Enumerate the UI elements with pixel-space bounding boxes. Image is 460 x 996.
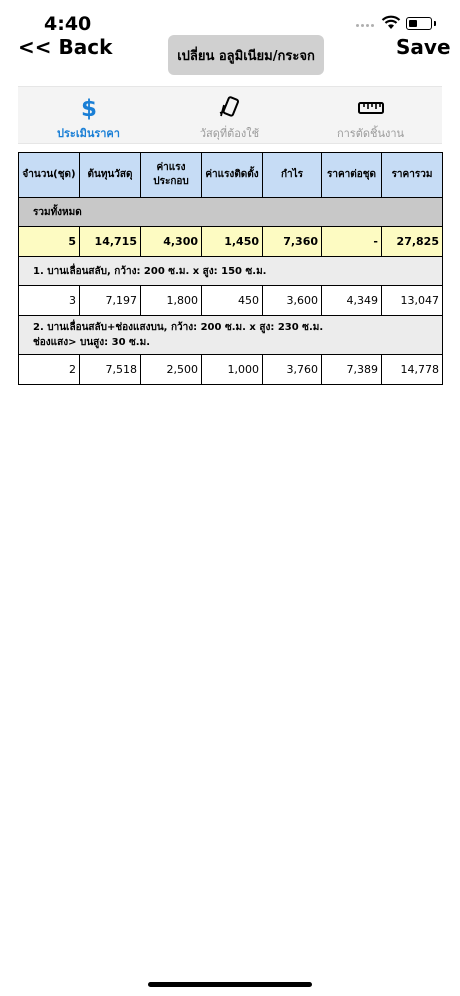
total-cell: 5 — [19, 227, 80, 257]
estimate-table — [18, 152, 443, 385]
table-cell: 450 — [202, 286, 263, 316]
total-cell: 7,360 — [263, 227, 322, 257]
table-cell: 3,760 — [263, 355, 322, 385]
table-row — [19, 286, 443, 316]
table-cell: 7,197 — [80, 286, 141, 316]
table-cell: 2,500 — [141, 355, 202, 385]
change-material-button[interactable]: เปลี่ยน อลูมิเนียม/กระจก — [168, 35, 324, 75]
save-button[interactable]: Save — [396, 35, 451, 59]
back-button[interactable]: << Back — [18, 35, 113, 59]
status-time: 4:40 — [44, 13, 92, 35]
table-cell: 7,518 — [80, 355, 141, 385]
header-installation-labor: ค่าแรงติดตั้ง — [202, 153, 263, 198]
battery-icon — [406, 17, 432, 30]
table-cell: 2 — [19, 355, 80, 385]
item-title: 2. บานเลื่อนสลับ+ช่องแสงบน, กว้าง: 200 ซ.ม. x สูง: 230 ซ.ม. ช่องแสง> บนสูง: 30 ซ.ม. — [19, 316, 443, 355]
header-quantity: จำนวน(ชุด) — [19, 153, 80, 198]
materials-icon — [159, 95, 300, 121]
ruler-icon — [300, 95, 441, 121]
total-cell: 27,825 — [382, 227, 443, 257]
table-header-row — [19, 153, 443, 198]
item-title-row — [19, 257, 443, 286]
table-cell: 1,000 — [202, 355, 263, 385]
tab-materials[interactable] — [159, 87, 300, 143]
svg-text:$: $ — [80, 96, 97, 121]
table-cell: 3 — [19, 286, 80, 316]
table-cell: 13,047 — [382, 286, 443, 316]
tab-bar — [18, 86, 442, 144]
header-profit: กำไร — [263, 153, 322, 198]
total-cell: 1,450 — [202, 227, 263, 257]
tab-materials-label: วัสดุที่ต้องใช้ — [199, 127, 260, 140]
header-material-cost: ต้นทุนวัสดุ — [80, 153, 141, 198]
table-cell: 14,778 — [382, 355, 443, 385]
summary-label: รวมทั้งหมด — [19, 198, 443, 227]
item-title-row — [19, 316, 443, 355]
total-cell: 4,300 — [141, 227, 202, 257]
total-row — [19, 227, 443, 257]
total-cell: - — [322, 227, 382, 257]
header-assembly-labor: ค่าแรง ประกอบ — [141, 153, 202, 198]
table-row — [19, 355, 443, 385]
signal-icon — [356, 24, 376, 30]
table-cell: 1,800 — [141, 286, 202, 316]
item-title: 1. บานเลื่อนสลับ, กว้าง: 200 ซ.ม. x สูง: 150 ซ.ม. — [19, 257, 443, 286]
dollar-icon — [18, 95, 159, 121]
tab-estimate-label: ประเมินราคา — [57, 127, 120, 140]
tab-cutting[interactable] — [300, 87, 441, 143]
home-indicator[interactable] — [148, 982, 312, 987]
header-price-per-set: ราคาต่อชุด — [322, 153, 382, 198]
status-bar — [0, 0, 460, 36]
table-cell: 3,600 — [263, 286, 322, 316]
table-cell: 7,389 — [322, 355, 382, 385]
total-cell: 14,715 — [80, 227, 141, 257]
tab-estimate[interactable] — [18, 87, 159, 143]
table-cell: 4,349 — [322, 286, 382, 316]
tab-cutting-label: การตัดชิ้นงาน — [336, 127, 405, 140]
wifi-icon — [381, 15, 401, 30]
summary-row — [19, 198, 443, 227]
header-total-price: ราคารวม — [382, 153, 443, 198]
